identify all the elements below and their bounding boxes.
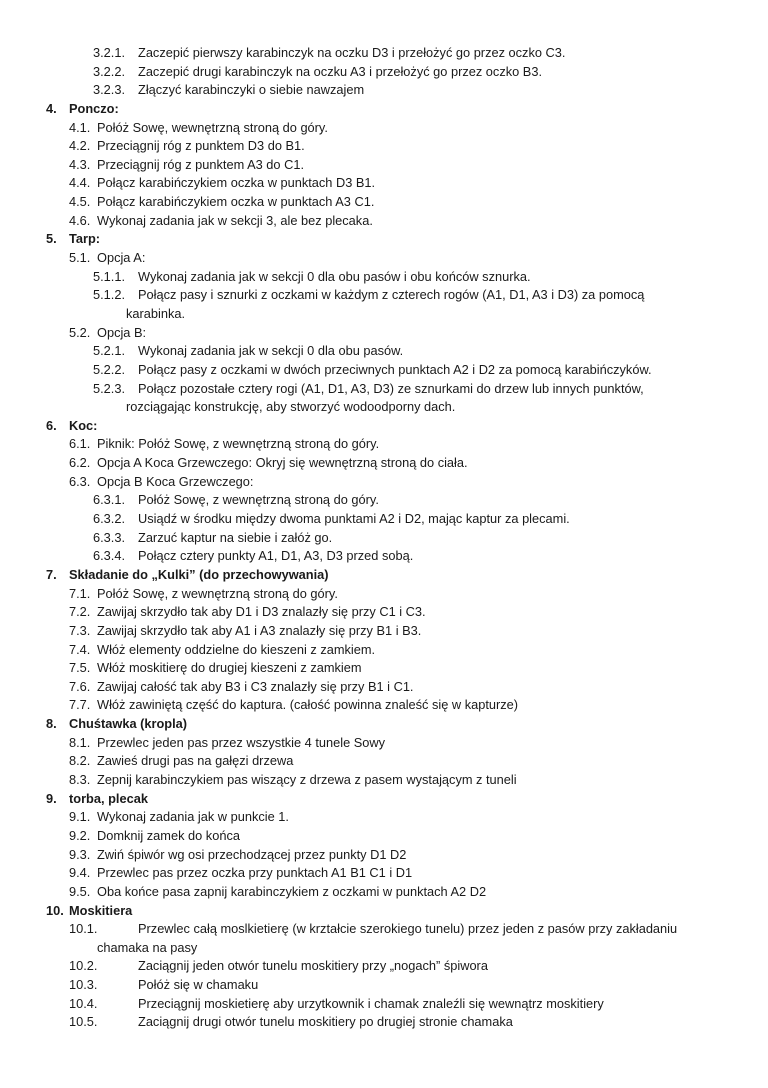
item-text: Włóż elementy oddzielne do kieszeni z zamkiem.: [97, 641, 376, 657]
list-item: [0, 63, 768, 82]
item-text: Zaciągnij jeden otwór tunelu moskitiery przy „nogach” śpiwora: [138, 958, 488, 974]
list-item: [0, 622, 768, 641]
list-item: [0, 771, 768, 790]
item-text: Moskitiera: [69, 902, 133, 918]
list-item: [0, 603, 768, 622]
item-number: 10.4.: [69, 995, 98, 1011]
item-text: Zawijaj skrzydło tak aby A1 i A3 znalazły się przy B1 i B3.: [97, 622, 422, 638]
item-text: Tarp:: [69, 231, 101, 247]
item-text: Połącz pasy z oczkami w dwóch przeciwnych punktach A2 i D2 za pomocą karabińczyków.: [138, 361, 652, 377]
item-number: 9.2.: [69, 827, 91, 843]
section-heading: [0, 715, 768, 734]
section-heading: [0, 790, 768, 809]
list-item: [0, 957, 768, 976]
item-number: 3.2.1.: [93, 45, 126, 60]
list-item: [0, 920, 768, 957]
section-heading: [0, 902, 768, 921]
section-heading: [0, 566, 768, 585]
item-text: Zaciągnij drugi otwór tunelu moskitiery po drugiej stronie chamaka: [138, 1014, 513, 1030]
item-text: Zarzuć kaptur na siebie i załóż go.: [138, 529, 333, 545]
item-number: 5.2.1.: [93, 343, 126, 359]
list-item: [0, 808, 768, 827]
list-item: [0, 435, 768, 454]
item-number: 4.: [46, 100, 57, 116]
list-item: [0, 44, 768, 63]
item-number: 6.3.2.: [93, 511, 126, 527]
item-number: 10.2.: [69, 958, 98, 974]
list-item: [0, 380, 768, 417]
list-item: [0, 212, 768, 231]
item-text: Połącz karabińczykiem oczka w punktach D3 B1.: [97, 175, 376, 191]
item-number: 7.3.: [69, 622, 91, 638]
item-number: 6.3.: [69, 473, 91, 489]
list-item: [0, 361, 768, 380]
list-item: [0, 342, 768, 361]
list-item: [0, 827, 768, 846]
list-item: [0, 268, 768, 287]
item-number: 4.6.: [69, 212, 91, 228]
item-number: 10.5.: [69, 1014, 98, 1030]
list-item: [0, 174, 768, 193]
list-item: [0, 137, 768, 156]
item-number: 8.: [46, 716, 57, 732]
item-text: Połóż Sowę, z wewnętrzną stroną do góry.: [138, 492, 379, 508]
item-text: Piknik: Połóż Sowę, z wewnętrzną stroną do góry.: [97, 436, 380, 452]
item-text: Wykonaj zadania jak w punkcie 1.: [97, 809, 289, 825]
item-text: Połóż Sowę, wewnętrzną stroną do góry.: [97, 119, 328, 135]
item-number: 5.1.: [69, 250, 91, 266]
list-item: [0, 286, 768, 323]
list-item: [0, 119, 768, 138]
list-item: [0, 641, 768, 660]
item-text: Przeciągnij moskietierę aby urzytkownik i chamak znaleźli się wewnątrz moskitiery: [138, 995, 604, 1011]
item-number: 3.2.2.: [93, 63, 126, 79]
item-text: Usiądź w środku między dwoma punktami A2 i D2, mając kaptur za plecami.: [138, 511, 570, 527]
list-item: [0, 81, 768, 100]
list-item: [0, 696, 768, 715]
item-number: 7.2.: [69, 604, 91, 620]
list-item: [0, 193, 768, 212]
item-number: 9.: [46, 790, 57, 806]
list-item: [0, 678, 768, 697]
item-number: 9.4.: [69, 865, 91, 881]
list-item: [0, 883, 768, 902]
item-text: Wykonaj zadania jak w sekcji 3, ale bez plecaka.: [97, 212, 373, 228]
item-number: 4.1.: [69, 119, 91, 135]
item-text: Domknij zamek do końca: [97, 827, 240, 843]
item-text: Przewlec całą moslkietierę (w krztałcie szerokiego tunelu) przez jeden z pasów przy zakładaniu: [138, 921, 678, 937]
item-number: 6.3.4.: [93, 548, 126, 564]
list-item: [0, 547, 768, 566]
item-number: 6.: [46, 417, 57, 433]
item-text: Wykonaj zadania jak w sekcji 0 dla obu pasów.: [138, 343, 404, 359]
list-item: [0, 659, 768, 678]
list-item: [0, 324, 768, 343]
item-number: 5.: [46, 231, 57, 247]
list-item: [0, 510, 768, 529]
item-text-continuation: rozciągając konstrukcję, aby stworzyć wodoodporny dach.: [126, 399, 456, 415]
list-item: [0, 156, 768, 175]
item-number: 7.6.: [69, 678, 91, 694]
list-item: [0, 995, 768, 1014]
item-number: 8.1.: [69, 734, 91, 750]
item-number: 10.: [46, 902, 64, 918]
item-number: 4.3.: [69, 156, 91, 172]
list-item: [0, 529, 768, 548]
item-number: 9.1.: [69, 809, 91, 825]
section-heading: [0, 230, 768, 249]
item-number: 10.1.: [69, 921, 98, 937]
list-item: [0, 752, 768, 771]
list-item: [0, 473, 768, 492]
item-number: 9.3.: [69, 846, 91, 862]
list-item: [0, 491, 768, 510]
item-text: Przeciągnij róg z punktem A3 do C1.: [97, 156, 304, 172]
item-text: Zaczepić pierwszy karabinczyk na oczku D3 i przełożyć go przez oczko C3.: [138, 45, 566, 60]
item-number: 8.2.: [69, 753, 91, 769]
list-item: [0, 976, 768, 995]
item-text: Składanie do „Kulki” (do przechowywania): [69, 566, 329, 582]
item-text: Połącz karabińczykiem oczka w punktach A3 C1.: [97, 194, 375, 210]
item-text: Przeciągnij róg z punktem D3 do B1.: [97, 138, 305, 154]
item-number: 6.3.1.: [93, 492, 126, 508]
item-number: 7.5.: [69, 660, 91, 676]
list-item: [0, 249, 768, 268]
item-text: Opcja A Koca Grzewczego: Okryj się wewnętrzną stroną do ciała.: [97, 455, 468, 471]
item-number: 4.2.: [69, 138, 91, 154]
item-text: Opcja A:: [97, 250, 146, 266]
item-number: 5.2.3.: [93, 380, 126, 396]
item-text: Zawieś drugi pas na gałęzi drzewa: [97, 753, 294, 769]
item-number: 7.1.: [69, 585, 91, 601]
item-number: 7.7.: [69, 697, 91, 713]
item-number: 4.4.: [69, 175, 91, 191]
section-heading: [0, 100, 768, 119]
item-number: 4.5.: [69, 194, 91, 210]
item-text: Włóż moskitierę do drugiej kieszeni z zamkiem: [97, 660, 362, 676]
item-text: Wykonaj zadania jak w sekcji 0 dla obu pasów i obu końców sznurka.: [138, 268, 531, 284]
item-number: 3.2.3.: [93, 82, 126, 98]
item-text: Połóż się w chamaku: [138, 977, 259, 993]
item-text: Zwiń śpiwór wg osi przechodzącej przez punkty D1 D2: [97, 846, 407, 862]
item-number: 10.3.: [69, 977, 98, 993]
list-item: [0, 846, 768, 865]
item-number: 7.: [46, 566, 57, 582]
item-text: Koc:: [69, 417, 98, 433]
item-text: Złączyć karabinczyki o siebie nawzajem: [138, 82, 365, 98]
list-item: [0, 1013, 768, 1032]
item-text: torba, plecak: [69, 790, 148, 806]
item-number: 5.1.1.: [93, 268, 126, 284]
item-text: Połącz pozostałe cztery rogi (A1, D1, A3, D3) ze sznurkami do drzew lub innych punktów,: [138, 380, 644, 396]
item-text: Zepnij karabinczykiem pas wiszący z drzewa z pasem wystającym z tuneli: [97, 772, 517, 788]
item-text: Zawijaj skrzydło tak aby D1 i D3 znalazły się przy C1 i C3.: [97, 604, 426, 620]
item-text: Zawijaj całość tak aby B3 i C3 znalazły się przy B1 i C1.: [97, 678, 414, 694]
section-heading: [0, 417, 768, 436]
item-text: Ponczo:: [69, 100, 119, 116]
item-text: Włóż zawiniętą część do kaptura. (całość powinna znaleść się w kapturze): [97, 697, 519, 713]
item-number: 5.1.2.: [93, 287, 126, 303]
item-text: Przewlec pas przez oczka przy punktach A1 B1 C1 i D1: [97, 865, 413, 881]
item-text: Opcja B:: [97, 324, 147, 340]
item-number: 9.5.: [69, 883, 91, 899]
item-text: Opcja B Koca Grzewczego:: [97, 473, 254, 489]
item-number: 5.2.: [69, 324, 91, 340]
list-item: [0, 864, 768, 883]
item-text: Połóż Sowę, z wewnętrzną stroną do góry.: [97, 585, 338, 601]
item-number: 6.1.: [69, 436, 91, 452]
item-text: Przewlec jeden pas przez wszystkie 4 tunele Sowy: [97, 734, 386, 750]
item-number: 6.2.: [69, 455, 91, 471]
item-text-continuation: chamaka na pasy: [97, 939, 198, 955]
item-text: Chuśtawka (kropla): [69, 716, 188, 732]
item-text: Połącz cztery punkty A1, D1, A3, D3 przed sobą.: [138, 548, 414, 564]
list-item: [0, 585, 768, 604]
item-text: Oba końce pasa zapnij karabinczykiem z oczkami w punktach A2 D2: [97, 883, 487, 899]
list-item: [0, 734, 768, 753]
item-text-continuation: karabinka.: [126, 305, 186, 321]
item-text: Zaczepić drugi karabinczyk na oczku A3 i przełożyć go przez oczko B3.: [138, 63, 543, 79]
item-number: 5.2.2.: [93, 361, 126, 377]
item-number: 6.3.3.: [93, 529, 126, 545]
item-number: 8.3.: [69, 772, 91, 788]
list-item: [0, 454, 768, 473]
item-number: 7.4.: [69, 641, 91, 657]
item-text: Połącz pasy i sznurki z oczkami w każdym z czterech rogów (A1, D1, A3 i D3) za pomocą: [138, 287, 645, 303]
document-body: [0, 44, 768, 1032]
